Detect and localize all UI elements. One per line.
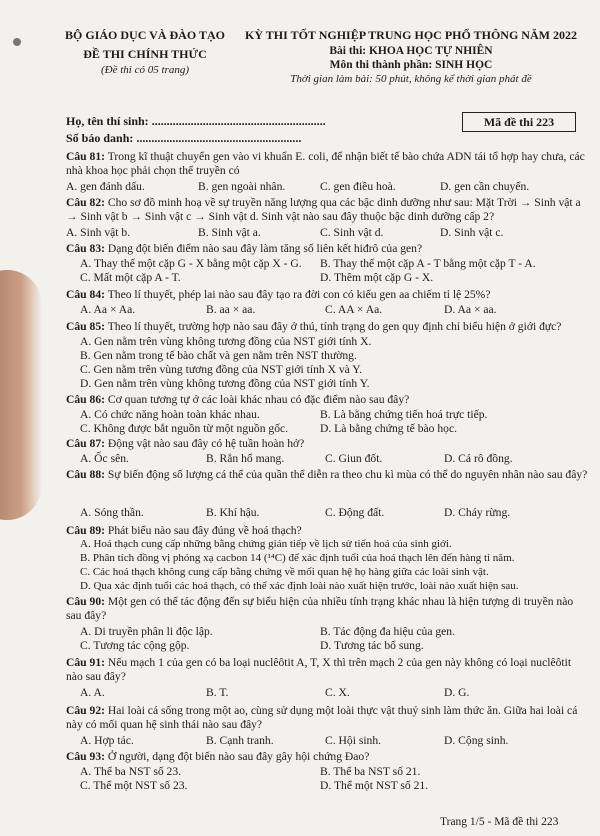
q86-option-c: C. Không được bắt nguồn từ một nguồn gốc.: [80, 422, 289, 435]
question-number: Câu 87:: [66, 437, 105, 450]
q86-option-a: A. Có chức năng hoàn toàn khác nhau.: [80, 408, 260, 421]
q92-option-c: C. Hội sinh.: [325, 734, 382, 747]
exam-title: KỲ THI TỐT NGHIỆP TRUNG HỌC PHỔ THÔNG NĂM 2022: [245, 28, 577, 42]
q93-option-b: B. Thể ba NST số 21.: [320, 765, 421, 778]
question-number: Câu 90:: [66, 595, 105, 608]
question-88: [66, 468, 590, 482]
q88-option-b: B. Khí hậu.: [206, 506, 260, 519]
question-text: Một gen có thể tác động đến sự biểu hiện của nhiều tính trạng khác nhau là hiện tượng di truyền nào sau đây?: [66, 595, 574, 623]
question-90: [66, 595, 590, 623]
question-number: Câu 86:: [66, 393, 105, 406]
q91-option-a: A. A.: [80, 686, 105, 699]
q93-option-d: D. Thể một NST số 21.: [320, 779, 429, 792]
question-82: [66, 196, 590, 224]
header-right: [236, 28, 586, 85]
question-91: [66, 656, 590, 684]
question-number: Câu 91:: [66, 656, 105, 669]
question-84: [66, 288, 491, 302]
exam-code: Mã đề thi 223: [462, 112, 576, 132]
ministry-name: BỘ GIÁO DỤC VÀ ĐÀO TẠO: [65, 28, 225, 42]
q87-option-d: D. Cá rô đồng.: [444, 452, 513, 465]
question-text: Sự biến động số lượng cá thể của quần thể diễn ra theo chu kì mùa có thể do nguyên nhân nào sau đây?: [107, 468, 588, 481]
q81-option-b: B. gen ngoài nhân.: [198, 180, 286, 193]
q90-option-c: C. Tương tác cộng gộp.: [80, 639, 190, 652]
q87-option-a: A. Ốc sên.: [80, 452, 129, 465]
question-number: Câu 93:: [66, 750, 105, 763]
q87-option-c: C. Giun đốt.: [325, 452, 383, 465]
question-86: [66, 393, 409, 407]
q84-option-a: A. Aa × Aa.: [80, 303, 136, 316]
question-number: Câu 92:: [66, 704, 105, 717]
question-text: Phát biểu nào sau đây đúng về hoá thạch?: [107, 524, 302, 537]
q84-option-d: D. Aa × aa.: [444, 303, 497, 316]
question-text: Theo lí thuyết, phép lai nào sau đây tạo ra đời con có kiểu gen aa chiếm tỉ lệ 25%?: [107, 288, 491, 301]
q85-option-c: C. Gen nằm trên vùng tương đồng của NST giới tính X và Y.: [80, 363, 363, 376]
q91-option-d: D. G.: [444, 686, 470, 699]
question-text: Hai loài cá sống trong một ao, cùng sử dụng một loài thực vật thuỷ sinh làm thức ăn. Giữa hai loài cá này có mối quan hệ sinh thái nào sau đây?: [66, 704, 578, 732]
q82-option-b: B. Sinh vật a.: [198, 226, 261, 239]
candidate-name-field: Họ, tên thí sinh: ..........................................................: [66, 114, 326, 128]
q92-option-a: A. Hợp tác.: [80, 734, 134, 747]
question-text: Theo lí thuyết, trường hợp nào sau đây ở thú, tính trạng do gen quy định chỉ biểu hiện ở giới đực?: [107, 320, 562, 333]
q91-option-b: B. T.: [206, 686, 229, 699]
q84-option-c: C. AA × Aa.: [325, 303, 383, 316]
candidate-id-field: Số báo danh: .......................................................: [66, 131, 302, 145]
q88-option-c: C. Động đất.: [325, 506, 385, 519]
q83-option-c: C. Mất một cặp A - T.: [80, 271, 181, 284]
q92-option-b: B. Cạnh tranh.: [206, 734, 274, 747]
q89-option-b: B. Phân tích đồng vị phóng xạ cacbon 14 (¹⁴C) để xác định tuổi của hoá thạch lên đến hàng tỉ năm.: [80, 552, 515, 564]
q90-option-a: A. Di truyền phân li độc lập.: [80, 625, 213, 638]
question-text: Cho sơ đồ minh hoạ về sự truyền năng lượng qua các bậc dinh dưỡng như sau: Mặt Trời → Sinh vật a → Sinh vật b → Sinh vật c → Sinh vật d. Sinh vật nào sau đây thuộc bậc dinh dưỡng cấp 2?: [66, 196, 581, 224]
q86-option-b: B. Là bằng chứng tiến hoá trực tiếp.: [320, 408, 488, 421]
question-number: Câu 81:: [66, 150, 105, 163]
question-text: Ở người, dạng đột biến nào sau đây gây hội chứng Đao?: [107, 750, 370, 763]
question-85: [66, 320, 561, 334]
q87-option-b: B. Rắn hổ mang.: [206, 452, 285, 465]
question-number: Câu 82:: [66, 196, 105, 209]
q86-option-d: D. Là bằng chứng tế bào học.: [320, 422, 457, 435]
question-text: Cơ quan tương tự ở các loài khác nhau có đặc điểm nào sau đây?: [107, 393, 410, 406]
finger-thumb: [0, 270, 42, 520]
question-text: Nếu mạch 1 của gen có ba loại nuclêôtit A, T, X thì trên mạch 2 của gen này không có loại nuclêôtit nào sau đây?: [66, 656, 572, 684]
question-83: [66, 242, 422, 256]
question-number: Câu 84:: [66, 288, 105, 301]
q89-option-a: A. Hoá thạch cung cấp những bằng chứng gián tiếp về lịch sử tiến hoá của sinh giới.: [80, 538, 452, 550]
q82-option-a: A. Sinh vật b.: [66, 226, 131, 239]
page-count: (Đề thi có 05 trang): [101, 64, 189, 76]
question-93: [66, 750, 369, 764]
q83-option-b: B. Thay thế một cặp A - T bằng một cặp T - A.: [320, 257, 536, 270]
question-text: Động vật nào sau đây có hệ tuần hoàn hở?: [107, 437, 305, 450]
question-number: Câu 88:: [66, 468, 105, 481]
q91-option-c: C. X.: [325, 686, 350, 699]
question-92: [66, 704, 590, 732]
q85-option-a: A. Gen nằm trên vùng không tương đồng của NST giới tính X.: [80, 335, 372, 348]
q88-option-d: D. Cháy rừng.: [444, 506, 511, 519]
official-label: ĐỀ THI CHÍNH THỨC: [83, 47, 207, 61]
candidate-info: [66, 113, 326, 147]
exam-subject: Bài thi: KHOA HỌC TỰ NHIÊN: [329, 45, 493, 57]
question-81: [66, 150, 590, 178]
q89-option-c: C. Các hoá thạch không cung cấp bằng chứng về mối quan hệ họ hàng giữa các loài sinh vật.: [80, 566, 489, 578]
q92-option-d: D. Cộng sinh.: [444, 734, 509, 747]
q82-option-d: D. Sinh vật c.: [440, 226, 504, 239]
question-number: Câu 85:: [66, 320, 105, 333]
punch-hole: [13, 38, 21, 46]
q88-option-a: A. Sóng thần.: [80, 506, 144, 519]
q90-option-d: D. Tương tác bổ sung.: [320, 639, 424, 652]
q81-option-d: D. gen cần chuyển.: [440, 180, 530, 193]
q84-option-b: B. aa × aa.: [206, 303, 256, 316]
q85-option-b: B. Gen nằm trong tế bào chất và gen nằm trên NST thường.: [80, 349, 357, 362]
q81-option-a: A. gen đánh dấu.: [66, 180, 145, 193]
q93-option-a: A. Thể ba NST số 23.: [80, 765, 182, 778]
question-87: [66, 437, 304, 451]
q89-option-d: D. Qua xác định tuổi các hoá thạch, có thể xác định loài nào xuất hiện trước, loài nào xuất hiện sau.: [80, 580, 519, 592]
q90-option-b: B. Tác động đa hiệu của gen.: [320, 625, 456, 638]
question-number: Câu 83:: [66, 242, 105, 255]
q85-option-d: D. Gen nằm trên vùng không tương đồng của NST giới tính Y.: [80, 377, 370, 390]
q93-option-c: C. Thể một NST số 23.: [80, 779, 188, 792]
exam-component: Môn thi thành phần: SINH HỌC: [329, 59, 493, 71]
q81-option-c: C. gen điều hoà.: [320, 180, 396, 193]
question-89: [66, 524, 302, 538]
page-footer: Trang 1/5 - Mã đề thi 223: [440, 816, 559, 828]
question-number: Câu 89:: [66, 524, 105, 537]
q83-option-d: D. Thêm một cặp G - X.: [320, 271, 434, 284]
question-text: Dạng đột biến điểm nào sau đây làm tăng số liên kết hiđrô của gen?: [107, 242, 423, 255]
question-text: Trong kĩ thuật chuyển gen vào vi khuẩn E. coli, để nhận biết tế bào chứa ADN tái tổ hợp hay chưa, các nhà khoa học phải chọn thể truyền có: [66, 150, 585, 178]
q82-option-c: C. Sinh vật d.: [320, 226, 384, 239]
q83-option-a: A. Thay thế một cặp G - X bằng một cặp X - G.: [80, 257, 302, 270]
header-left: [60, 28, 230, 76]
exam-time: Thời gian làm bài: 50 phút, không kể thời gian phát đề: [290, 73, 532, 85]
